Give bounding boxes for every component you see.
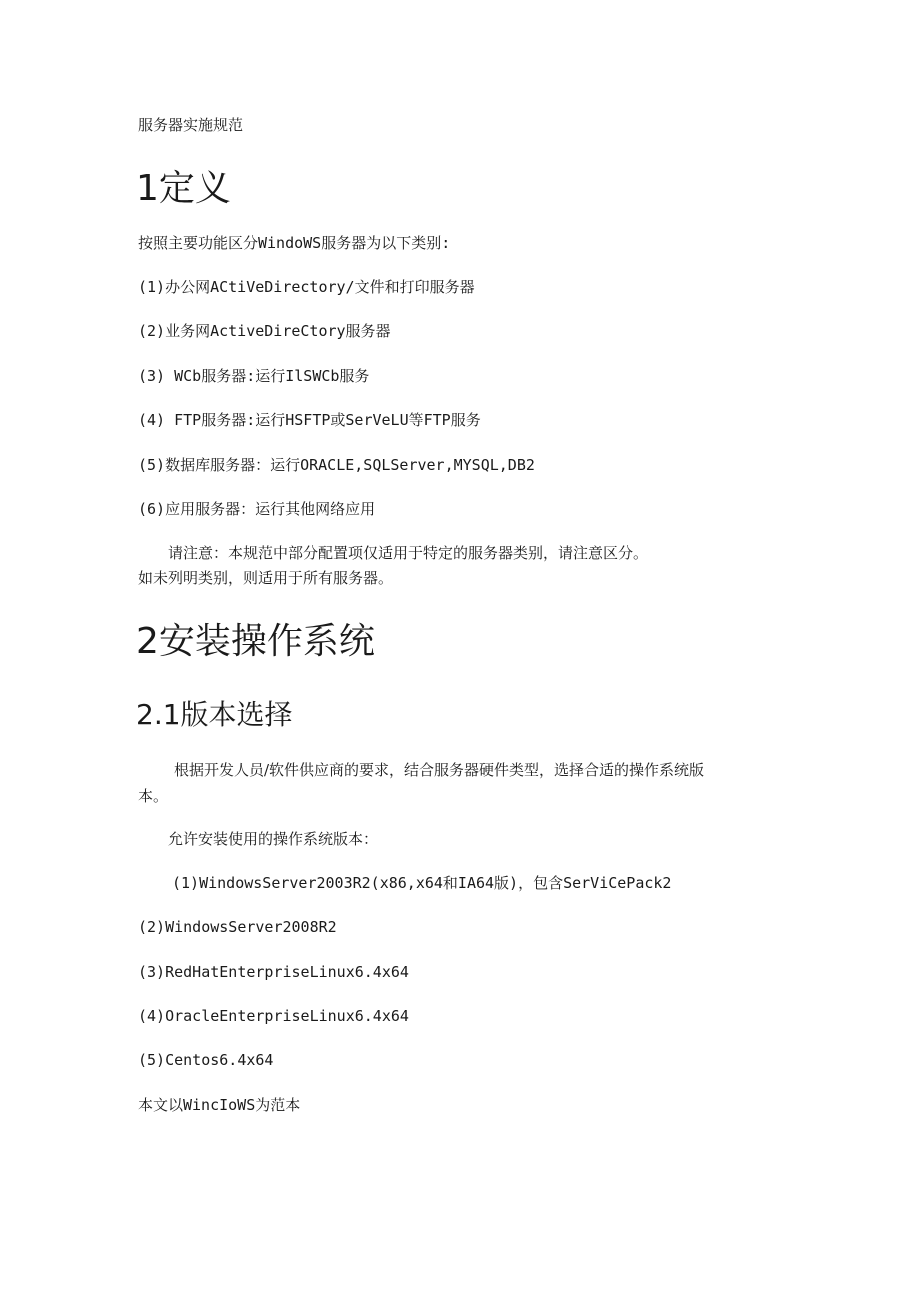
category-item: (3) WCb服务器:运行IlSWCb服务 xyxy=(138,367,370,385)
category-item: (1)办公网ACtiVeDirectory/文件和打印服务器 xyxy=(138,278,475,296)
os-version-item: (5)Centos6.4x64 xyxy=(138,1051,274,1069)
note-line-1: 请注意：本规范中部分配置项仅适用于特定的服务器类别，请注意区分。 xyxy=(168,544,649,562)
section-1-intro: 按照主要功能区分WindoWS服务器为以下类别: xyxy=(138,234,451,252)
allowed-os-label: 允许安装使用的操作系统版本： xyxy=(168,830,379,848)
closing-line: 本文以WincIoWS为范本 xyxy=(138,1096,301,1114)
section-2-heading: 2安装操作系统 xyxy=(136,621,375,662)
os-version-item: (2)WindowsServer2008R2 xyxy=(138,918,337,936)
category-item: (4) FTP服务器:运行HSFTP或SerVeLU等FTP服务 xyxy=(138,411,481,429)
note-line-2: 如未列明类别，则适用于所有服务器。 xyxy=(138,569,394,587)
category-item: (6)应用服务器：运行其他网络应用 xyxy=(138,500,376,518)
document-title: 服务器实施规范 xyxy=(138,116,244,134)
os-version-item: (1)WindowsServer2003R2(x86,x64和IA64版)，包含SerViCePack2 xyxy=(172,874,672,892)
section-2-1-paragraph-line-1: 根据开发人员/软件供应商的要求，结合服务器硬件类型，选择合适的操作系统版 xyxy=(174,761,705,779)
category-item: (5)数据库服务器：运行ORACLE,SQLServer,MYSQL,DB2 xyxy=(138,456,535,474)
section-2-1-heading: 2.1版本选择 xyxy=(136,698,293,731)
category-item: (2)业务网ActiveDireCtory服务器 xyxy=(138,322,391,340)
os-version-item: (4)OracleEnterpriseLinux6.4x64 xyxy=(138,1007,409,1025)
section-1-heading: 1定义 xyxy=(136,168,231,209)
section-2-1-paragraph-line-2: 本。 xyxy=(138,787,169,805)
os-version-item: (3)RedHatEnterpriseLinux6.4x64 xyxy=(138,963,409,981)
